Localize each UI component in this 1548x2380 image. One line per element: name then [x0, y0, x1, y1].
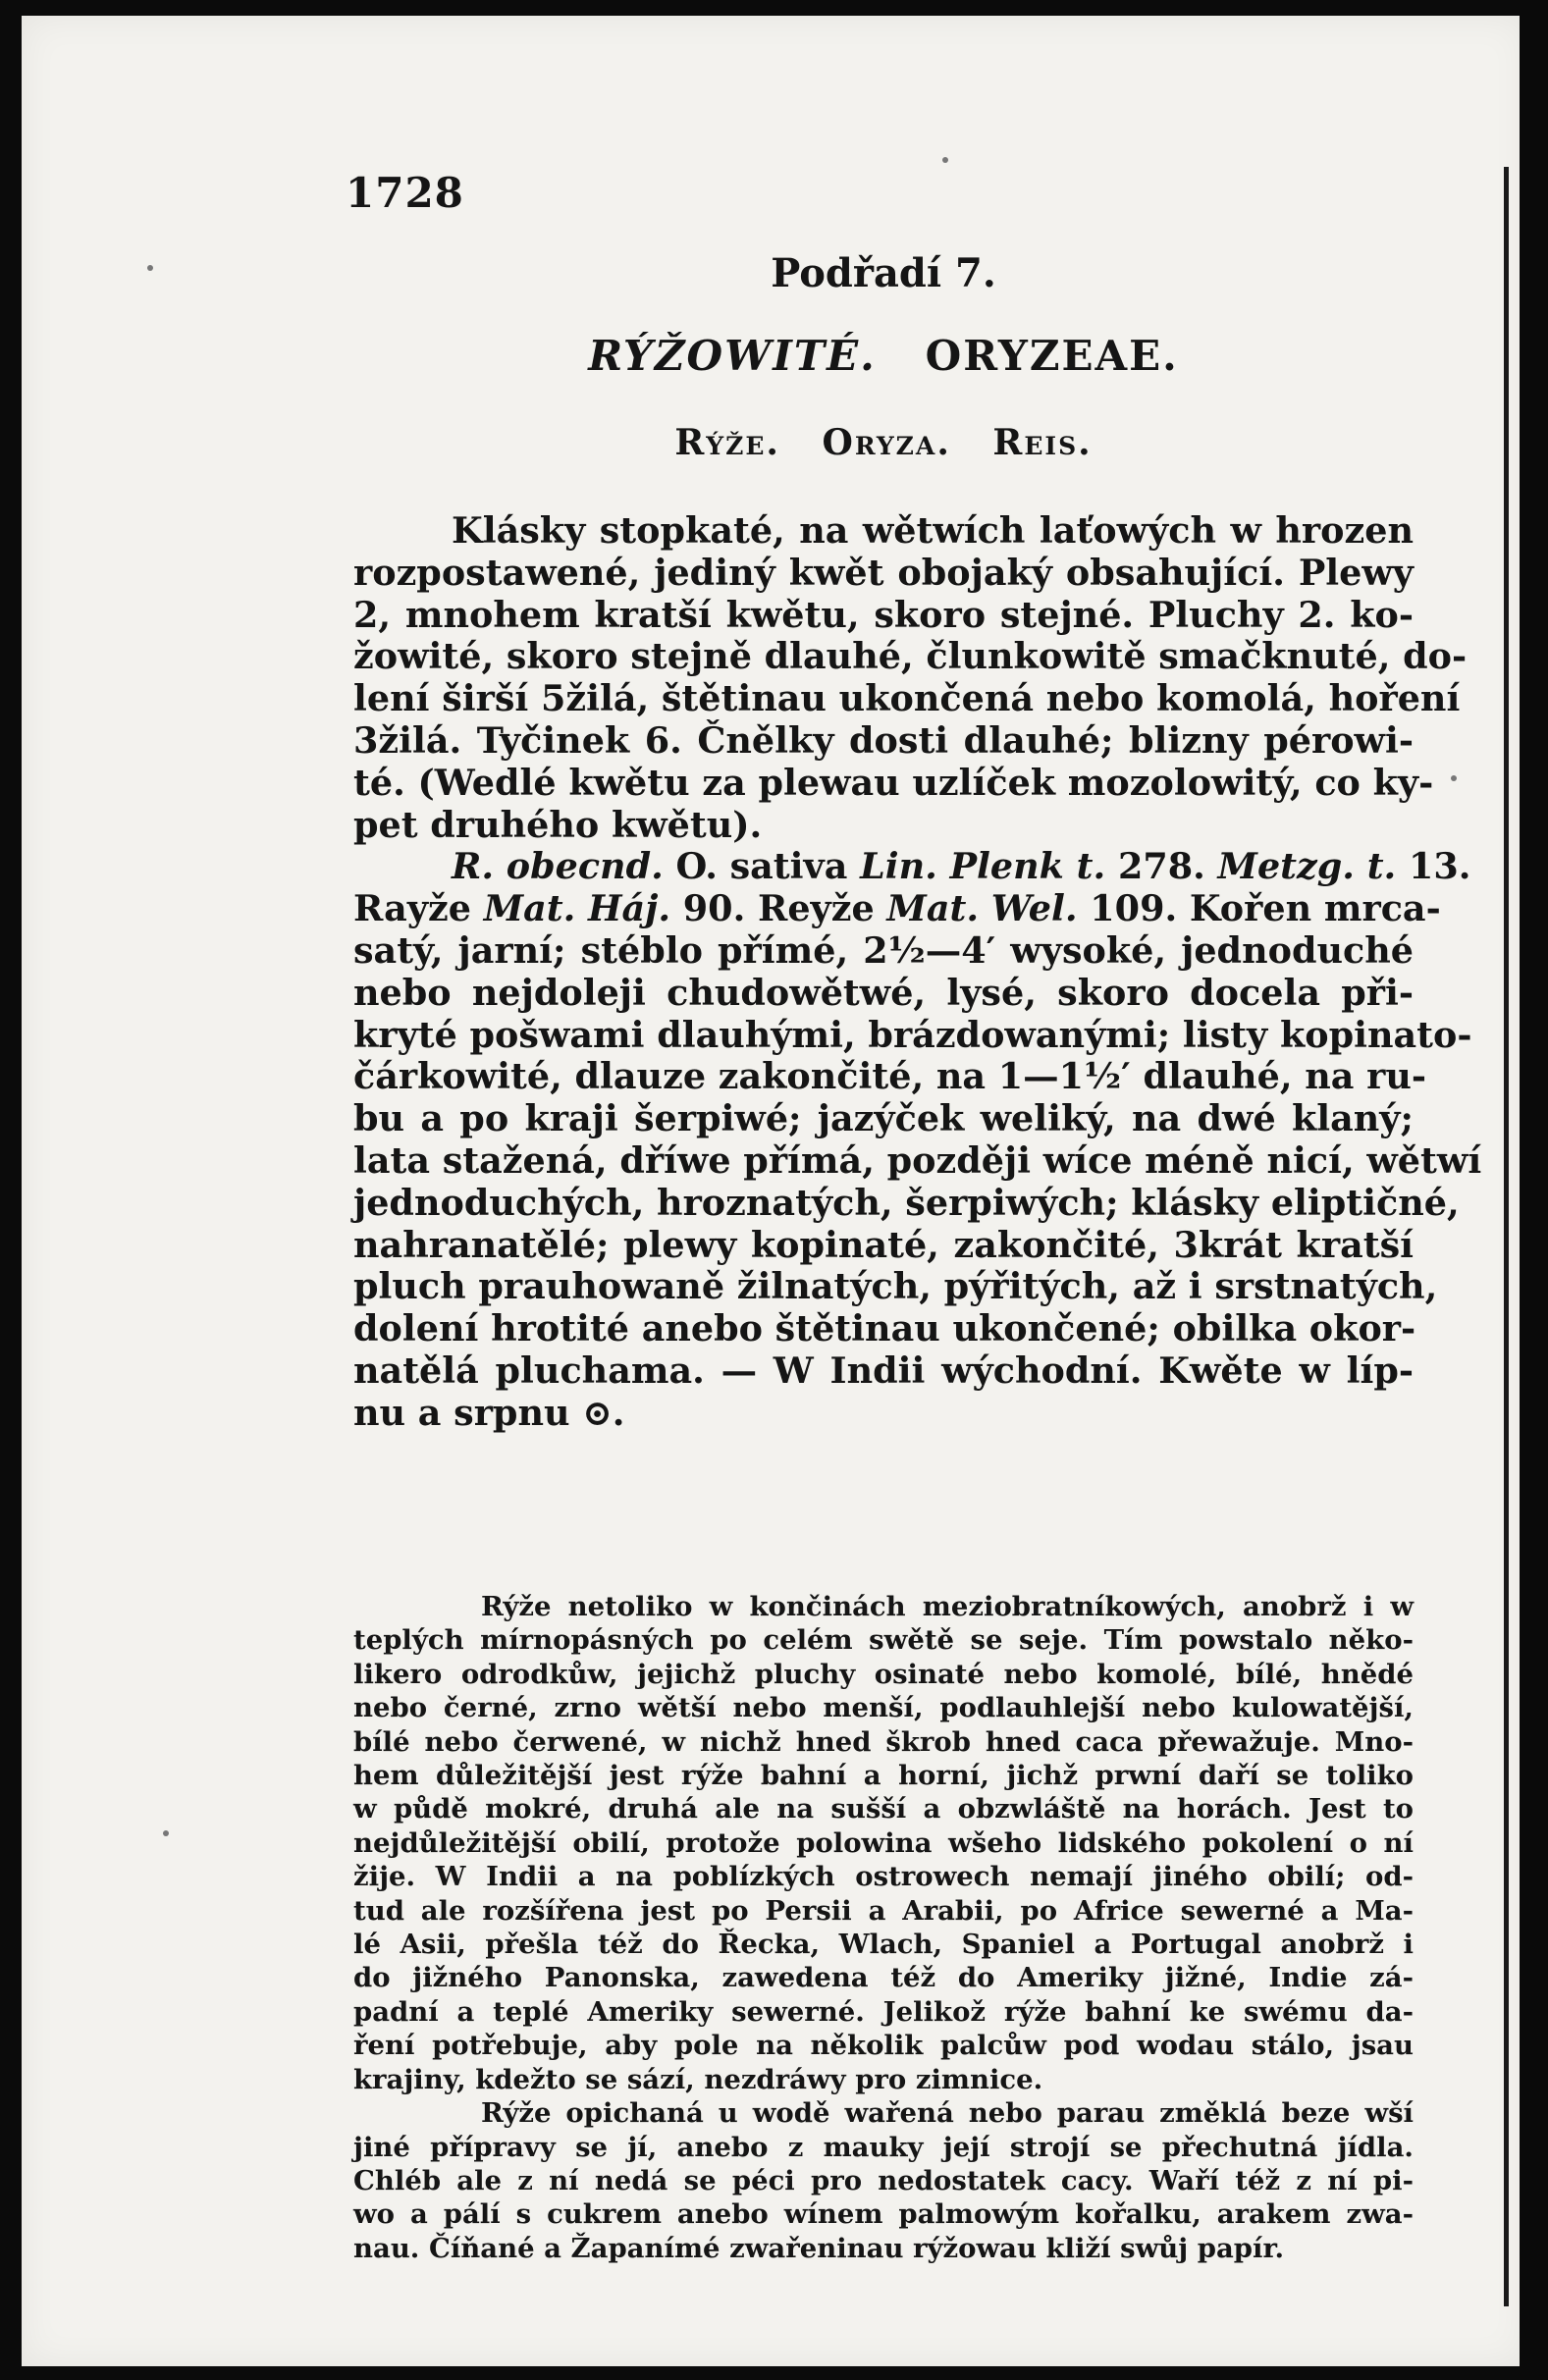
species-line: R. obecnd. O. sativa Lin. Plenk t. 278. Metzg. t. 13. [452, 845, 1471, 888]
species-line: lata stažená, dříwe přímá, později wíce méně nicí, wětwí [353, 1138, 1482, 1182]
note-line: w půdě mokré, druhá ale na sušší a obzwláště na horách. Jest to [353, 1793, 1414, 1825]
note-line: ření potřebuje, aby pole na několik palcůw pod wodau stálo, jsau [353, 2030, 1414, 2062]
species-line: Rayže Mat. Háj. 90. Reyže Mat. Wel. 109. Kořen mrca- [353, 887, 1441, 930]
note-line: Rýže netoliko w končinách meziobratníkowých, anobrž i w [481, 1591, 1414, 1622]
species-line: jednoduchých, hroznatých, šerpiwých; klásky eliptičné, [353, 1181, 1460, 1224]
species-line: nu a srpnu ⊙. [353, 1391, 625, 1434]
note-line: tud ale rozšířena jest po Persii a Arabii, po Africe sewerné a Ma- [353, 1894, 1414, 1927]
genus-description [353, 509, 1482, 1435]
desc-line: Klásky stopkaté, na wětwích laťowých w hrozen [452, 509, 1414, 552]
desc-line: 3žilá. Tyčinek 6. Čnělky dosti dlauhé; blizny pérowi- [353, 718, 1414, 762]
page-subtitle: Podřadí 7. [771, 250, 996, 296]
notes-block [353, 1590, 1414, 2265]
species-line: čárkowité, dlauze zakončité, na 1—1½′ dlauhé, na ru- [353, 1055, 1427, 1098]
desc-line: lení širší 5žilá, štětinau ukončená nebo komolá, hoření [353, 677, 1461, 720]
desc-line: 2, mnohem kratší kwětu, skoro stejné. Pluchy 2. ko- [353, 593, 1414, 636]
note-line: Rýže opichaná u wodě wařená nebo parau změklá beze wší [481, 2097, 1414, 2130]
desc-line: té. (Wedlé kwětu za plewau uzlíček mozolowitý, co ky- [353, 761, 1434, 804]
genus-line [353, 422, 1414, 463]
species-line: nahranatělé; plewy kopinaté, zakončité, 3krát kratší [353, 1223, 1414, 1266]
note-line: nebo černé, zrno wětší nebo menší, podlauhlejší nebo kulowatější, [353, 1692, 1414, 1724]
genus-czech: Rýže. [674, 422, 780, 463]
desc-line: pet druhého kwětu). [353, 803, 763, 846]
scan-speck [942, 157, 948, 163]
heading-latin: ORYZEAE. [925, 332, 1179, 380]
species-line: satý, jarní; stéblo přímé, 2½—4′ wysoké, jednoduché [353, 928, 1414, 972]
note-line: nejdůležitější obilí, protože polowina wšeho lidského pokolení o ní [353, 1826, 1414, 1859]
note-line: žije. W Indii a na poblízkých ostrowech nemají jiného obilí; od- [353, 1861, 1414, 1893]
section-heading [353, 332, 1414, 380]
note-line: teplých mírnopásných po celém swětě se seje. Tím powstalo něko- [353, 1624, 1414, 1657]
note-line: krajiny, kdežto se sází, nezdráwy pro zimnice. [353, 2063, 1043, 2095]
note-line: lé Asii, přešla též do Řecka, Wlach, Spaniel a Portugal anobrž i [353, 1929, 1414, 1961]
note-line: bílé nebo čerwené, w nichž hned škrob hned caca přewažuje. Mno- [353, 1725, 1414, 1758]
desc-line: rozpostawené, jediný kwět obojaký obsahující. Plewy [353, 551, 1414, 594]
heading-czech: RÝŽOWITÉ. [588, 332, 877, 380]
species-line: pluch prauhowaně žilnatých, pýřitých, až i srstnatých, [353, 1265, 1438, 1308]
species-line: dolení hrotité anebo štětinau ukončené; obilka okor- [353, 1307, 1416, 1350]
genus-latin: Oryza. [822, 422, 951, 463]
scan-speck [147, 265, 153, 271]
note-line: padní a teplé Ameriky sewerné. Jelikož rýže bahní ke swému da- [353, 1995, 1414, 2028]
scan-speck [1451, 775, 1457, 781]
species-line: nebo nejdoleji chudowětwé, lysé, skoro docela při- [353, 971, 1414, 1014]
page-edge-rule [1504, 167, 1509, 2306]
note-line: jiné přípravy se jí, anebo z mauky její strojí se přechutná jídla. [353, 2131, 1414, 2163]
scan-border [1520, 0, 1548, 2380]
species-line: bu a po kraji šerpiwé; jazýček weliký, na dwé klaný; [353, 1097, 1414, 1140]
note-line: nau. Číňané a Žapanímé zwařeninau rýžowau kliží swůj papír. [353, 2232, 1285, 2264]
note-line: do jižného Panonska, zawedena též do Ameriky jižné, Indie zá- [353, 1962, 1414, 1994]
species-name: R. obecnd. [452, 845, 664, 888]
genus-german: Reis. [992, 422, 1093, 463]
note-line: likero odrodkůw, jejichž pluchy osinaté nebo komolé, bílé, hnědé [353, 1658, 1414, 1690]
species-line: kryté pošwami dlauhými, brázdowanými; listy kopinato- [353, 1013, 1472, 1056]
note-line: wo a pálí s cukrem anebo wínem palmowým kořalku, arakem zwa- [353, 2198, 1414, 2231]
note-line: Chléb ale z ní nedá se péci pro nedostatek cacy. Waří též z ní pi- [353, 2164, 1414, 2196]
species-line: natělá pluchama. — W Indii wýchodní. Kwěte w líp- [353, 1349, 1414, 1392]
note-line: hem důležitější jest rýže bahní a horní, jichž prwní daří se toliko [353, 1760, 1414, 1792]
desc-line: žowité, skoro stejně dlauhé, člunkowitě smačknuté, do- [353, 635, 1468, 678]
scan-speck [163, 1830, 169, 1836]
page-number: 1728 [346, 169, 464, 217]
